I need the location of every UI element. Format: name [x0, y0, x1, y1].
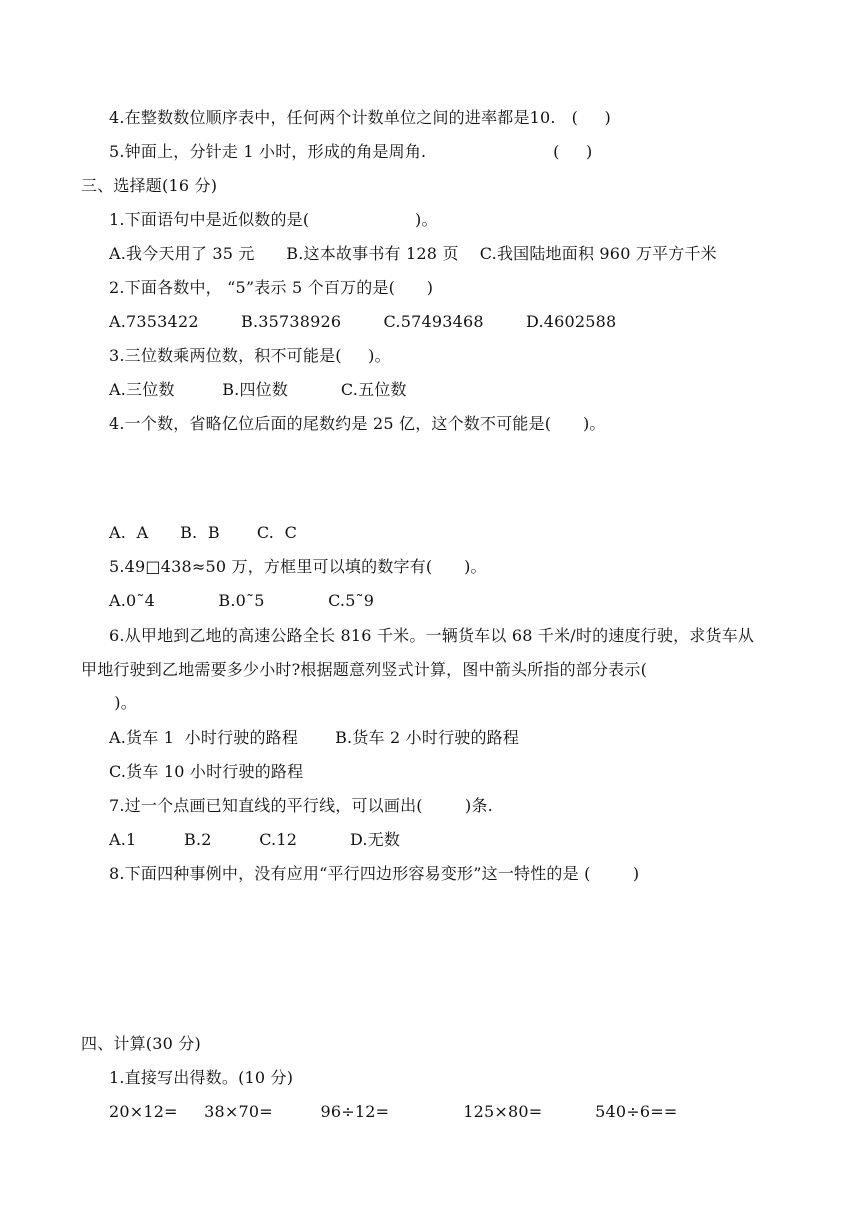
- choice-question-1-options: A.我今天用了 35 元 B.这本故事书有 128 页 C.我国陆地面积 960 万平方千米: [109, 244, 717, 263]
- calc-question-1-items: 20×12= 38×70= 96÷12= 125×80= 540÷6==: [109, 1102, 678, 1121]
- choice-question-6-options-1: A.货车 1 小时行驶的路程 B.货车 2 小时行驶的路程: [109, 728, 520, 747]
- judge-question-4: 4.在整数数位顺序表中，任何两个计数单位之间的进率都是10. ( ): [109, 108, 611, 127]
- section-heading-choice: 三、选择题(16 分): [81, 176, 218, 195]
- choice-question-3-options: A.三位数 B.四位数 C.五位数: [109, 380, 407, 399]
- choice-question-6-options-2: C.货车 10 小时行驶的路程: [109, 762, 304, 781]
- choice-question-5: 5.49□438≈50 万，方框里可以填的数字有( )。: [109, 557, 487, 576]
- choice-question-1: 1.下面语句中是近似数的是( )。: [109, 210, 438, 229]
- choice-question-3: 3.三位数乘两位数，积不可能是( )。: [109, 346, 391, 365]
- choice-question-6-line-1: 6.从甲地到乙地的高速公路全长 816 千米。一辆货车以 68 千米/时的速度行驶，求货车从: [109, 626, 755, 645]
- choice-question-5-options: A.0˜4 B.0˜5 C.5˜9: [109, 591, 375, 610]
- choice-question-8: 8.下面四种事例中，没有应用“平行四边形容易变形”这一特性的是 ( ): [109, 864, 640, 883]
- judge-question-5: 5.钟面上，分针走 1 小时，形成的角是周角. ( ): [109, 142, 593, 161]
- choice-question-7: 7.过一个点画已知直线的平行线，可以画出( )条.: [109, 796, 493, 815]
- choice-question-6-line-3: )。: [109, 693, 137, 712]
- choice-question-6-line-2: 甲地行驶到乙地需要多少小时?根据题意列竖式计算，图中箭头所指的部分表示(: [81, 660, 648, 679]
- choice-question-2: 2.下面各数中， “5”表示 5 个百万的是( ): [109, 278, 434, 297]
- choice-question-7-options: A.1 B.2 C.12 D.无数: [109, 830, 401, 849]
- choice-question-4-options: A. A B. B C. C: [109, 523, 298, 542]
- choice-question-4: 4.一个数，省略亿位后面的尾数约是 25 亿，这个数不可能是( )。: [109, 414, 606, 433]
- section-heading-calc: 四、计算(30 分): [81, 1034, 201, 1053]
- calc-question-1: 1.直接写出得数。(10 分): [109, 1068, 294, 1087]
- choice-question-2-options: A.7353422 B.35738926 C.57493468 D.4602588: [109, 312, 617, 331]
